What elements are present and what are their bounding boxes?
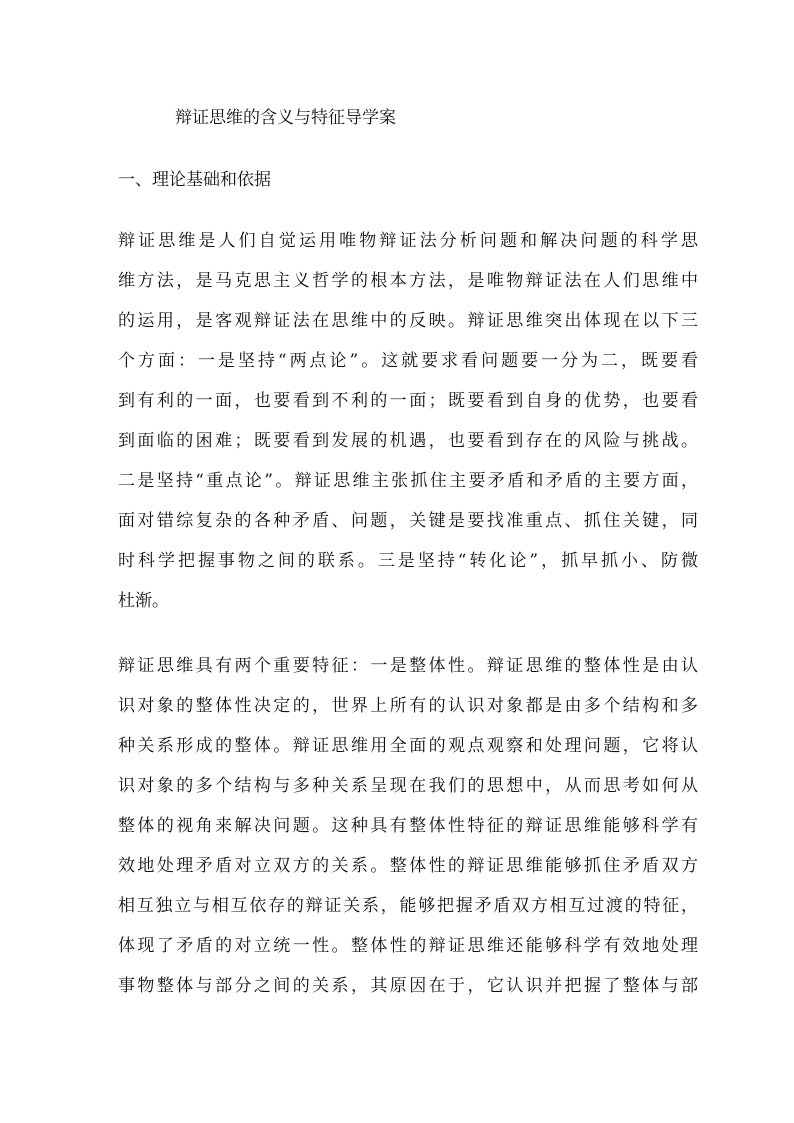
text-line: 个方面：一是坚持“两点论”。这就要求看问题要一分为二，既要看 — [118, 351, 698, 371]
text-line: 体现了矛盾的对立统一性。整体性的辩证思维还能够科学有效地处理 — [118, 936, 698, 956]
text-line: 识对象的整体性决定的，世界上所有的认识对象都是由多个结构和多 — [118, 696, 698, 716]
paragraph-2 — [118, 646, 698, 1006]
text-line: 维方法，是马克思主义哲学的根本方法，是唯物辩证法在人们思维中 — [118, 271, 698, 291]
text-line: 辩证思维是人们自觉运用唯物辩证法分析问题和解决问题的科学思 — [118, 231, 698, 251]
text-line: 事物整体与部分之间的关系，其原因在于，它认识并把握了整体与部 — [118, 976, 698, 996]
text-line: 相互独立与相互依存的辩证关系，能够把握矛盾双方相互过渡的特征， — [118, 896, 698, 916]
text-line: 识对象的多个结构与多种关系呈现在我们的思想中，从而思考如何从 — [118, 776, 698, 796]
text-line: 二是坚持“重点论”。辩证思维主张抓住主要矛盾和矛盾的主要方面， — [118, 471, 698, 491]
text-line: 杜渐。 — [118, 591, 169, 611]
text-line: 到面临的困难；既要看到发展的机遇，也要看到存在的风险与挑战。 — [118, 431, 698, 451]
text-line: 效地处理矛盾对立双方的关系。整体性的辩证思维能够抓住矛盾双方 — [118, 856, 698, 876]
document-title: 辩证思维的含义与特征导学案 — [175, 108, 396, 128]
section-heading: 一、理论基础和依据 — [118, 170, 271, 190]
text-line: 的运用，是客观辩证法在思维中的反映。辩证思维突出体现在以下三 — [118, 311, 698, 331]
paragraph-1 — [118, 221, 698, 621]
text-line: 种关系形成的整体。辩证思维用全面的观点观察和处理问题，它将认 — [118, 736, 698, 756]
text-line: 面对错综复杂的各种矛盾、问题，关键是要找准重点、抓住关键，同 — [118, 511, 698, 531]
text-line: 辩证思维具有两个重要特征：一是整体性。辩证思维的整体性是由认 — [118, 656, 698, 676]
text-line: 时科学把握事物之间的联系。三是坚持“转化论”，抓早抓小、防微 — [118, 551, 698, 571]
text-line: 整体的视角来解决问题。这种具有整体性特征的辩证思维能够科学有 — [118, 816, 698, 836]
text-line: 到有利的一面，也要看到不利的一面；既要看到自身的优势，也要看 — [118, 391, 698, 411]
